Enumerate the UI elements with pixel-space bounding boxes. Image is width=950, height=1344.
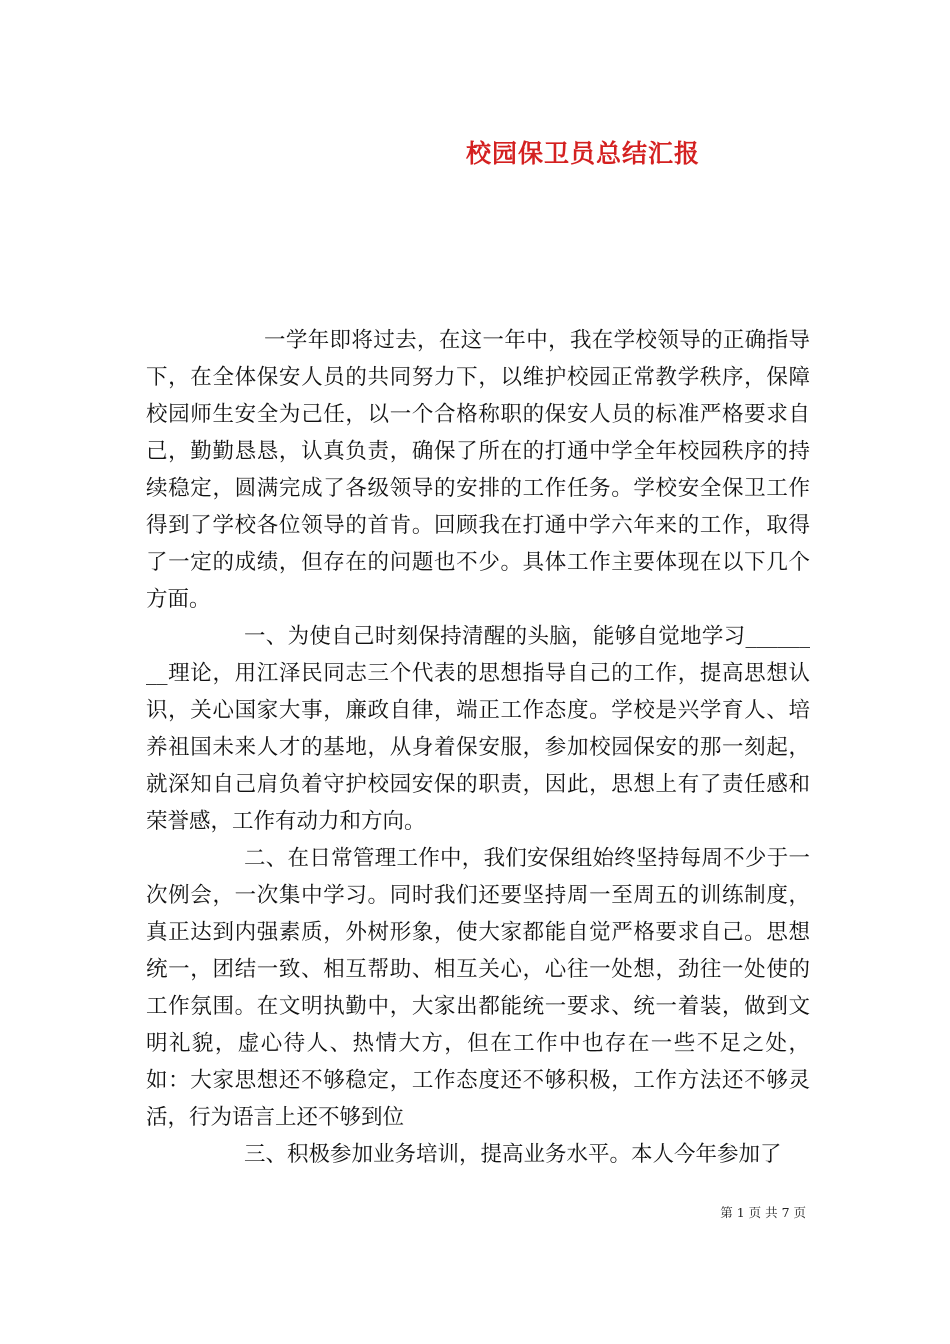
document-body: [146, 322, 810, 1173]
paragraph-section-2: 二、在日常管理工作中，我们安保组始终坚持每周不少于一次例会，一次集中学习。同时我们还要坚持周一至周五的训练制度，真正达到内强素质，外树形象，使大家都能自觉严格要求自己。思想统一，团结一致、相互帮助、相互关心，心往一处想，劲往一处使的工作氛围。在文明执勤中，大家出都能统一要求、统一着装，做到文明礼貌，虚心待人、热情大方，但在工作中也存在一些不足之处，如：大家思想还不够稳定，工作态度还不够积极，工作方法还不够灵活，行为语言上还不够到位: [146, 846, 810, 1130]
page-number-footer: 第 1 页 共 7 页: [720, 1205, 806, 1220]
paragraph-section-1: 一、为使自己时刻保持清醒的头脑，能够自觉地学习________理论，用江泽民同志三个代表的思想指导自己的工作，提高思想认识，关心国家大事，廉政自律，端正工作态度。学校是兴学育人、培养祖国未来人才的基地，从身着保安服，参加校园保安的那一刻起，就深知自己肩负着守护校园安保的职责，因此，思想上有了责任感和荣誉感，工作有动力和方向。: [146, 624, 810, 834]
document-title: 校园保卫员总结汇报: [465, 139, 700, 168]
paragraph-section-3: 三、积极参加业务培训，提高业务水平。本人今年参加了: [244, 1142, 782, 1167]
paragraph-intro: 一学年即将过去，在这一年中，我在学校领导的正确指导下，在全体保安人员的共同努力下，以维护校园正常教学秩序，保障校园师生安全为己任，以一个合格称职的保安人员的标准严格要求自己，勤勤恳恳，认真负责，确保了所在的打通中学全年校园秩序的持续稳定，圆满完成了各级领导的安排的工作任务。学校安全保卫工作得到了学校各位领导的首肯。回顾我在打通中学六年来的工作，取得了一定的成绩，但存在的问题也不少。具体工作主要体现在以下几个方面。: [146, 328, 810, 612]
